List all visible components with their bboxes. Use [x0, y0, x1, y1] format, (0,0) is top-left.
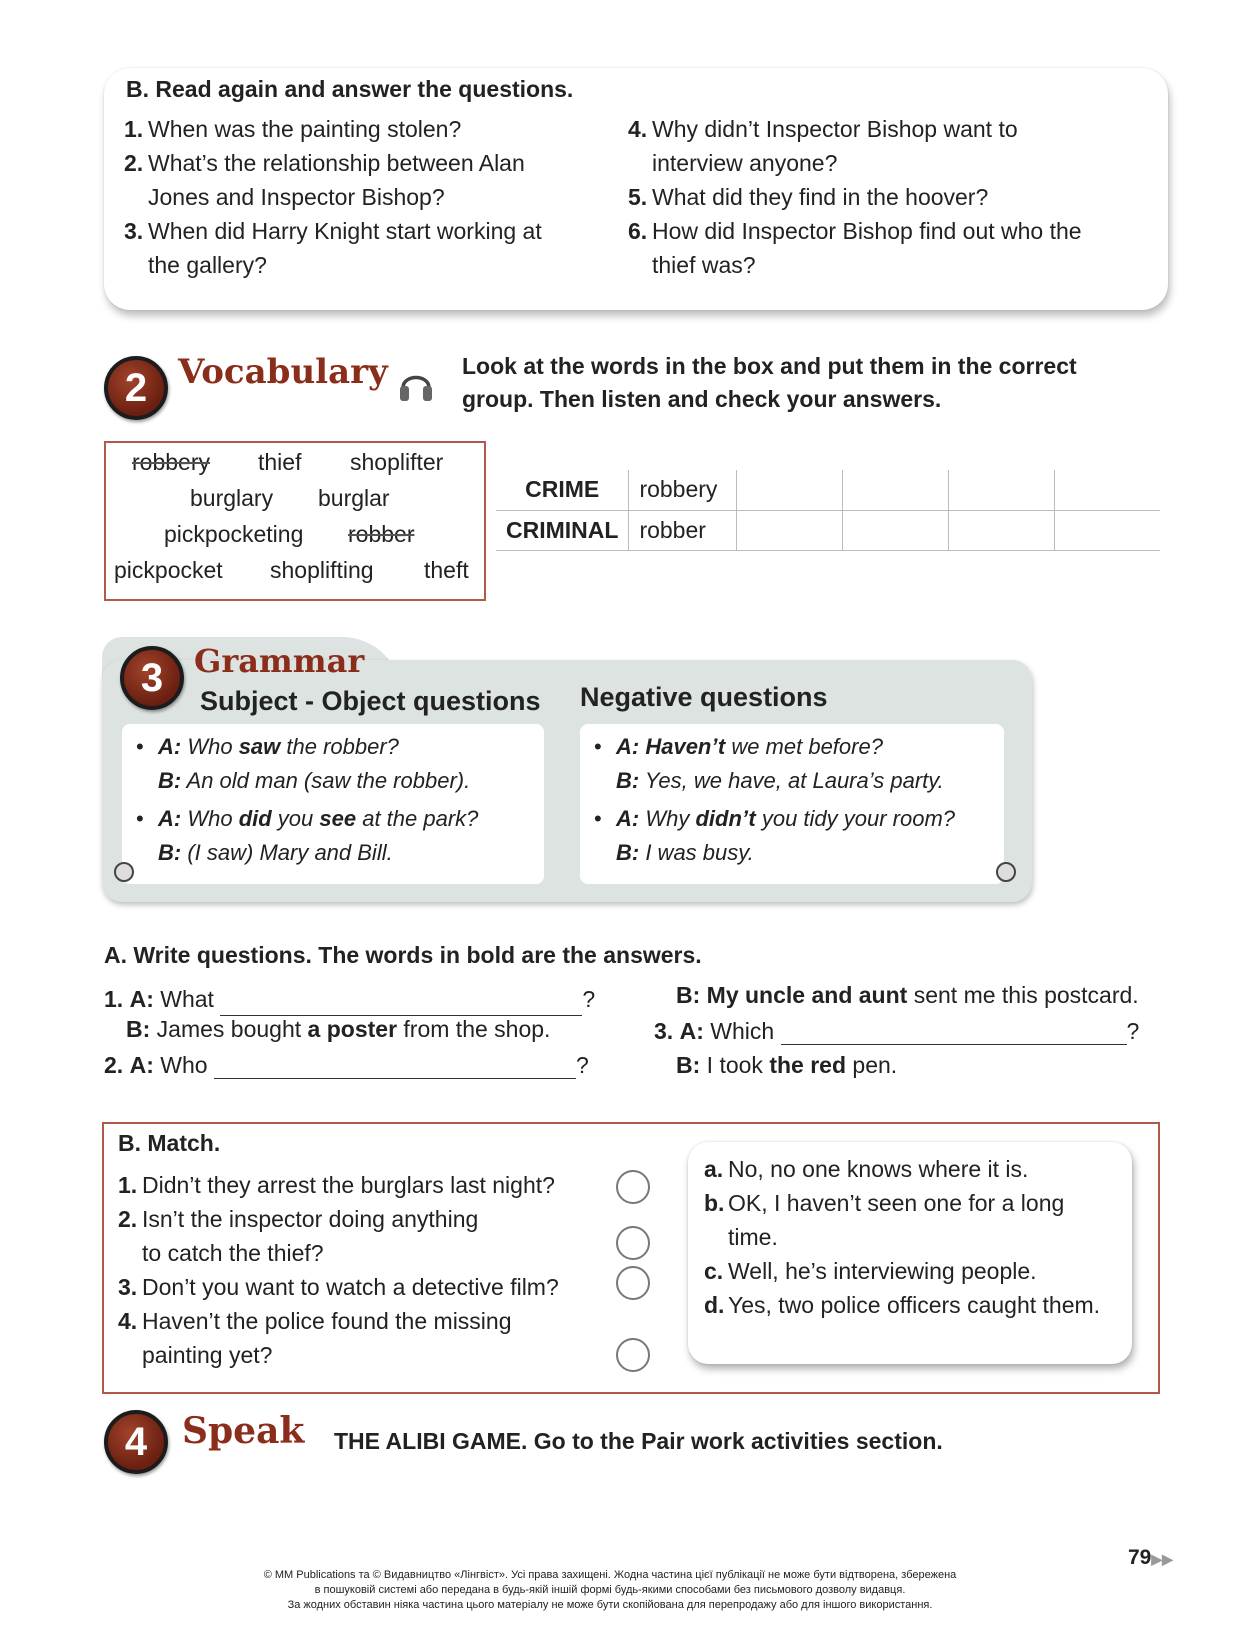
word-item: burglary: [190, 485, 274, 511]
vocabulary-title: Vocabulary: [178, 352, 388, 392]
answer-line[interactable]: [781, 1023, 1127, 1045]
write-question-2: 2. A: Who ?: [104, 1052, 589, 1078]
blank-cell[interactable]: [737, 510, 843, 550]
word-item: pickpocket: [114, 557, 223, 583]
read-question: 4. Why didn’t Inspector Bishop want to interview anyone?: [628, 116, 1018, 176]
bullet: •: [594, 806, 602, 831]
headphones-icon[interactable]: [398, 366, 434, 410]
grammar-left-title: Subject - Object questions: [200, 686, 541, 716]
bullet: •: [136, 806, 144, 831]
page-number: 79▶▶: [1128, 1546, 1173, 1569]
copyright-footer: © MM Publications та © Видавництво «Лінгвіст». Усі права захищені. Жодна частина цієї публікації не може бути відтворена, збережена в пошуковій системі або передана в будь-якій іншій формі будь-якими способами без письмового дозволу видавця. За жодних обставин ніяка частина цього матеріалу не може бути скопійована для перепродажу або для іншого використання.: [263, 1569, 957, 1611]
row-header: CRIME: [496, 470, 629, 510]
grammar-right-panel: [580, 724, 1004, 884]
speak-title: Speak: [182, 1410, 305, 1452]
word-item: thief: [258, 449, 302, 475]
answer-circle-4[interactable]: [616, 1338, 650, 1372]
bullet: •: [594, 734, 602, 759]
blank-cell[interactable]: [737, 470, 843, 510]
match-question: 4. Haven’t the police found the missing painting yet?: [118, 1308, 512, 1368]
speak-instruction: THE ALIBI GAME. Go to the Pair work activities section.: [334, 1428, 943, 1454]
blank-cell[interactable]: [843, 470, 949, 510]
grammar-example: A: Why didn’t you tidy your room? B: I was busy.: [616, 806, 956, 865]
read-question: 5. What did they find in the hoover?: [628, 184, 989, 210]
match-answer: d. Yes, two police officers caught them.: [704, 1292, 1101, 1318]
write-question-3: 3. A: Which ?: [654, 1018, 1140, 1044]
read-questions-box: [104, 68, 1168, 310]
blank-cell[interactable]: [948, 510, 1054, 550]
section-number-3: 3: [120, 646, 184, 710]
word-item: theft: [424, 557, 469, 583]
answer-circle-2[interactable]: [616, 1226, 650, 1260]
read-questions-right: [628, 112, 1148, 282]
grammar-example: A: Who saw the robber? B: An old man (saw the robber).: [158, 734, 471, 793]
crime-table: [496, 470, 1160, 551]
grammar-reference-icon[interactable]: [114, 862, 134, 882]
grammar-left-panel: [122, 724, 544, 884]
word-box: [104, 441, 486, 601]
table-cell: robbery: [629, 470, 737, 510]
section-number-2: 2: [104, 356, 168, 420]
word-item: burglar: [318, 485, 390, 511]
match-question: 3. Don’t you want to watch a detective film?: [118, 1274, 559, 1300]
grammar-example: A: Who did you see at the park? B: (I saw) Mary and Bill.: [158, 806, 479, 865]
word-item: robber: [348, 521, 415, 547]
match-questions: [118, 1168, 588, 1372]
blank-cell[interactable]: [948, 470, 1054, 510]
match-heading: B. Match.: [118, 1130, 221, 1156]
table-row: [496, 510, 1160, 550]
answer-circle-3[interactable]: [616, 1266, 650, 1300]
write-heading: A. Write questions. The words in bold are the answers.: [104, 942, 702, 968]
read-heading: B. Read again and answer the questions.: [126, 76, 574, 102]
match-answers: [704, 1152, 1124, 1322]
match-question: 1. Didn’t they arrest the burglars last night?: [118, 1172, 555, 1198]
bullet: •: [136, 734, 144, 759]
write-answer-1: B: James bought a poster from the shop.: [126, 1016, 551, 1042]
read-question: 3. When did Harry Knight start working at the gallery?: [124, 218, 542, 278]
section-number-4: 4: [104, 1410, 168, 1474]
word-item: shoplifting: [270, 557, 374, 583]
read-question: 6. How did Inspector Bishop find out who the thief was?: [628, 218, 1082, 278]
grammar-reference-icon[interactable]: [996, 862, 1016, 882]
answer-circle-1[interactable]: [616, 1170, 650, 1204]
blank-cell[interactable]: [1054, 510, 1160, 550]
row-header: CRIMINAL: [496, 510, 629, 550]
read-question: 2. What’s the relationship between Alan Jones and Inspector Bishop?: [124, 150, 525, 210]
word-item: shoplifter: [350, 449, 444, 475]
answer-line[interactable]: [220, 994, 582, 1016]
grammar-title: Grammar: [194, 642, 365, 680]
match-question: 2. Isn’t the inspector doing anything to catch the thief?: [118, 1206, 479, 1266]
blank-cell[interactable]: [843, 510, 949, 550]
table-cell: robber: [629, 510, 737, 550]
match-answer: b. OK, I haven’t seen one for a long time.: [704, 1190, 1065, 1250]
forward-arrows-icon: ▶▶: [1151, 1551, 1173, 1567]
word-item: pickpocketing: [164, 521, 304, 547]
grammar-example: A: Haven’t we met before? B: Yes, we have, at Laura’s party.: [616, 734, 944, 793]
match-answer: a. No, no one knows where it is.: [704, 1156, 1029, 1182]
read-question: 1. When was the painting stolen?: [124, 116, 462, 142]
match-answer: c. Well, he’s interviewing people.: [704, 1258, 1037, 1284]
answer-line[interactable]: [214, 1057, 576, 1079]
write-answer-2: B: My uncle and aunt sent me this postcard.: [676, 982, 1139, 1008]
match-answers-box: [688, 1142, 1132, 1364]
grammar-right-title: Negative questions: [580, 682, 828, 712]
blank-cell[interactable]: [1054, 470, 1160, 510]
vocabulary-instruction: Look at the words in the box and put them in the correct group. Then listen and check your answers.: [462, 353, 1077, 412]
word-item: robbery: [132, 449, 210, 475]
read-questions-left: [124, 112, 584, 282]
write-question-1: 1. A: What ?: [104, 982, 595, 1016]
write-answer-3: B: I took the red pen.: [676, 1052, 898, 1078]
table-row: [496, 470, 1160, 510]
